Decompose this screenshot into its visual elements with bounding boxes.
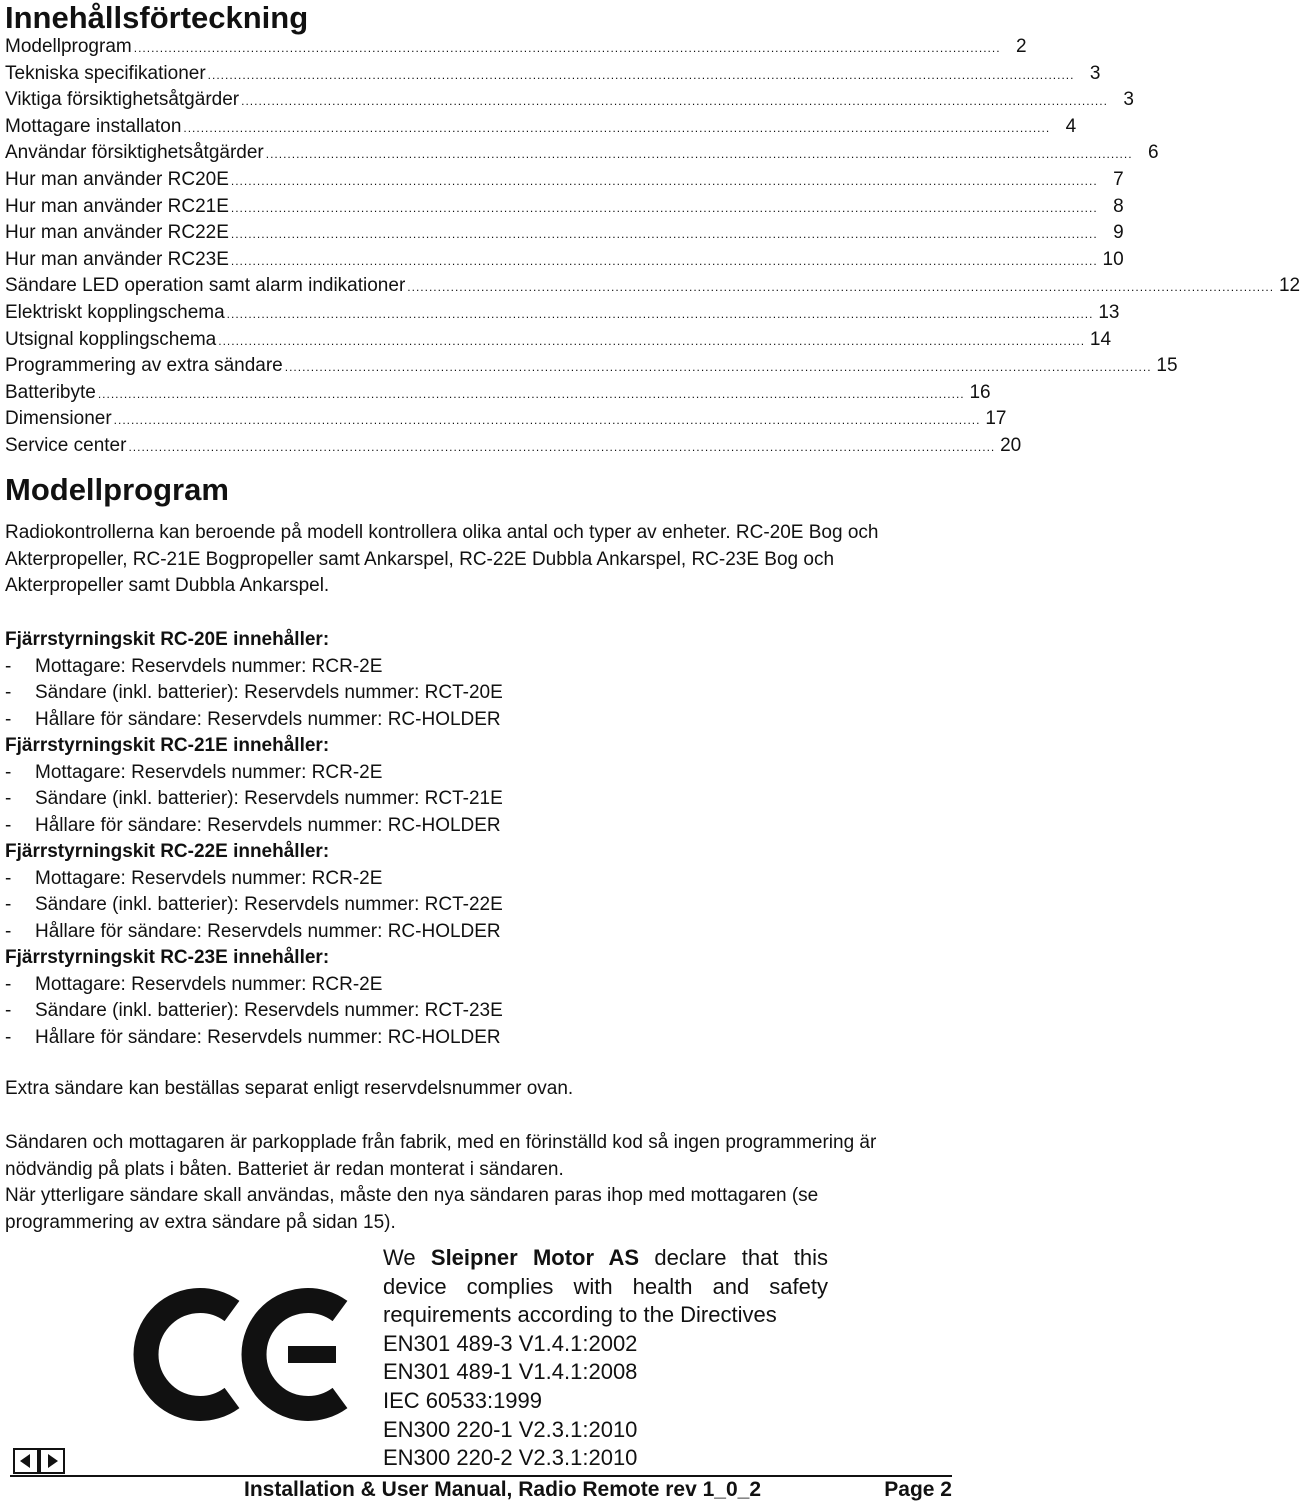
toc-entry-label: Hur man använder RC23E xyxy=(5,248,229,270)
arrow-left-icon xyxy=(18,1453,34,1469)
kit-item-text: Hållare för sändare: Reservdels nummer: RC-HOLDER xyxy=(35,814,501,836)
kit-list xyxy=(5,627,945,1051)
toc-entry-label: Utsignal kopplingschema xyxy=(5,328,217,350)
toc-leader: ........................................................................................................................................................................................................ xyxy=(230,200,1098,215)
toc-entry-page: 7 xyxy=(1113,168,1124,190)
additional-transmitter-note: När ytterligare sändare skall användas, måste den nya sändaren paras ihop med mottagaren (se programmering av extra sändare på sidan 15). xyxy=(5,1185,819,1233)
previous-page-button[interactable] xyxy=(13,1448,39,1474)
toc-entry[interactable] xyxy=(5,248,1124,276)
kit-item: - Mottagare: Reservdels nummer: RCR-2E xyxy=(5,655,383,677)
extra-transmitter-note: Extra sändare kan beställas separat enligt reservdelsnummer ovan. xyxy=(5,1078,574,1099)
toc-entry-label: Programmering av extra sändare xyxy=(5,355,283,377)
toc-entry-page: 3 xyxy=(1089,62,1101,84)
kit-heading: Fjärrstyrningskit RC-21E innehåller: xyxy=(5,735,330,756)
toc-entry-page: 9 xyxy=(1113,222,1124,244)
next-page-button[interactable] xyxy=(39,1448,65,1474)
toc-leader: ........................................................................................................................................................................................................ xyxy=(265,147,1133,162)
toc-entry[interactable] xyxy=(5,115,1077,143)
toc-entry-page: 13 xyxy=(1098,301,1120,323)
kit-item: - Mottagare: Reservdels nummer: RCR-2E xyxy=(5,867,383,889)
kit-item: - Sändare (inkl. batterier): Reservdels nummer: RCT-21E xyxy=(5,788,503,809)
toc-entry[interactable] xyxy=(5,168,1124,196)
intro-paragraph: Radiokontrollerna kan beroende på modell kontrollera olika antal och typer av enheter. RC-20E Bog och Akterpropeller, RC-21E Bogpropeller samt Ankarspel, RC-22E Dubbla Ankarspel, RC-23E Bog och Akterpropeller samt Dubbla Ankarspel. xyxy=(5,522,879,596)
toc-entry-label: Mottagare installaton xyxy=(5,115,182,137)
kit-item-text: Mottagare: Reservdels nummer: RCR-2E xyxy=(35,973,383,995)
toc-entry-page: 17 xyxy=(985,408,1007,430)
footer-title: Installation & User Manual, Radio Remote rev 1_0_2 xyxy=(244,1478,762,1501)
toc-leader: ........................................................................................................................................................................................................ xyxy=(97,386,965,401)
toc-leader: ........................................................................................................................................................................................................ xyxy=(133,41,1001,55)
declaration-line1-rest: declare that this xyxy=(654,1245,828,1270)
toc-leader: ........................................................................................................................................................................................................ xyxy=(207,67,1075,82)
toc-entry[interactable] xyxy=(5,275,1300,302)
toc-leader: ........................................................................................................................................................................................................ xyxy=(183,120,1051,135)
kit-item-text: Mottagare: Reservdels nummer: RCR-2E xyxy=(35,761,383,783)
toc-entry[interactable] xyxy=(5,301,1120,329)
toc-leader: ........................................................................................................................................................................................................ xyxy=(226,306,1094,321)
toc-entry[interactable] xyxy=(5,434,1022,462)
kit-item: - Mottagare: Reservdels nummer: RCR-2E xyxy=(5,761,383,783)
toc-leader: ........................................................................................................................................................................................................ xyxy=(407,280,1275,295)
directive-item: IEC 60533:1999 xyxy=(383,1387,543,1413)
toc-entry-page: 2 xyxy=(1015,36,1027,57)
arrow-right-icon xyxy=(44,1453,60,1469)
kit-item: - Sändare (inkl. batterier): Reservdels nummer: RCT-23E xyxy=(5,1000,503,1021)
toc-leader: ........................................................................................................................................................................................................ xyxy=(113,413,981,428)
toc-entry[interactable] xyxy=(5,381,991,409)
kit-heading: Fjärrstyrningskit RC-22E innehåller: xyxy=(5,841,330,862)
page-navigation xyxy=(13,1448,65,1474)
toc-entry-label: Service center xyxy=(5,434,127,456)
toc-entry-page: 20 xyxy=(1000,434,1022,456)
toc-entry[interactable] xyxy=(5,89,1134,116)
ce-mark-logo xyxy=(150,1287,355,1422)
kit-item-text: Sändare (inkl. batterier): Reservdels nummer: RCT-20E xyxy=(35,682,503,703)
kit-item: - Sändare (inkl. batterier): Reservdels nummer: RCT-22E xyxy=(5,894,503,915)
kit-item: - Hållare för sändare: Reservdels nummer: RC-HOLDER xyxy=(5,814,501,836)
kit-item-text: Hållare för sändare: Reservdels nummer: RC-HOLDER xyxy=(35,708,501,730)
toc-entry-label: Modellprogram xyxy=(5,36,132,57)
declaration-line: device complies with health and safety xyxy=(383,1273,828,1299)
toc-entry-label: Hur man använder RC20E xyxy=(5,168,229,190)
kit-item-text: Hållare för sändare: Reservdels nummer: RC-HOLDER xyxy=(35,1026,501,1048)
kit-block xyxy=(5,627,945,733)
toc-leader: ........................................................................................................................................................................................................ xyxy=(284,360,1152,375)
footer-divider xyxy=(10,1475,952,1477)
kit-item-text: Mottagare: Reservdels nummer: RCR-2E xyxy=(35,655,383,677)
kit-item-text: Sändare (inkl. batterier): Reservdels nummer: RCT-23E xyxy=(35,1000,503,1021)
directive-item: EN301 489-3 V1.4.1:2002 xyxy=(383,1330,638,1356)
kit-item: - Hållare för sändare: Reservdels nummer: RC-HOLDER xyxy=(5,708,501,730)
toc-entry-label: Elektriskt kopplingschema xyxy=(5,301,225,323)
toc-entry-page: 14 xyxy=(1089,328,1112,350)
toc-leader: ........................................................................................................................................................................................................ xyxy=(230,227,1098,242)
kit-item: - Hållare för sändare: Reservdels nummer: RC-HOLDER xyxy=(5,920,501,942)
kit-item-text: Sändare (inkl. batterier): Reservdels nummer: RCT-22E xyxy=(35,894,503,915)
toc-entry-page: 6 xyxy=(1147,142,1159,164)
kit-block xyxy=(5,839,945,945)
toc-entry-page: 8 xyxy=(1113,195,1124,217)
toc-entry[interactable] xyxy=(5,408,1007,435)
kit-block xyxy=(5,945,945,1051)
toc-entry-page: 15 xyxy=(1156,355,1178,377)
toc-title: Innehållsförteckning xyxy=(5,0,309,35)
toc-entry-page: 3 xyxy=(1123,89,1134,111)
toc-entry-page: 16 xyxy=(969,381,991,403)
toc-entry[interactable] xyxy=(5,195,1124,223)
declaration-line: requirements according to the Directives xyxy=(383,1302,777,1328)
kit-item: - Mottagare: Reservdels nummer: RCR-2E xyxy=(5,973,383,995)
table-of-contents xyxy=(5,36,1300,462)
kit-item-text: Mottagare: Reservdels nummer: RCR-2E xyxy=(35,867,383,889)
footer-page-number: Page 2 xyxy=(884,1478,952,1501)
toc-entry-label: Viktiga försiktighetsåtgärder xyxy=(5,89,240,111)
toc-entry-label: Tekniska specifikationer xyxy=(5,62,206,84)
directive-item: EN300 220-1 V2.3.1:2010 xyxy=(383,1416,638,1442)
kit-item: - Sändare (inkl. batterier): Reservdels nummer: RCT-20E xyxy=(5,682,503,703)
toc-entry-label: Sändare LED operation samt alarm indikationer xyxy=(5,275,406,297)
declaration-prefix: We xyxy=(383,1245,416,1270)
compliance-declaration xyxy=(383,1244,828,1473)
toc-entry[interactable] xyxy=(5,222,1124,249)
toc-leader: ........................................................................................................................................................................................................ xyxy=(218,333,1086,348)
directive-item: EN301 489-1 V1.4.1:2008 xyxy=(383,1359,638,1385)
toc-leader: ........................................................................................................................................................................................................ xyxy=(241,94,1108,109)
toc-entry-page: 12 xyxy=(1278,275,1300,297)
toc-entry-page: 4 xyxy=(1065,115,1077,137)
kit-item-text: Sändare (inkl. batterier): Reservdels nummer: RCT-21E xyxy=(35,788,503,809)
toc-entry-label: Hur man använder RC21E xyxy=(5,195,229,217)
toc-entry-label: Batteribyte xyxy=(5,381,96,403)
toc-entry-page: 10 xyxy=(1102,248,1124,270)
toc-entry-label: Dimensioner xyxy=(5,408,112,430)
toc-entry-label: Användar försiktighetsåtgärder xyxy=(5,142,264,164)
kit-heading: Fjärrstyrningskit RC-20E innehåller: xyxy=(5,629,330,650)
toc-entry[interactable] xyxy=(5,355,1178,382)
kit-item: - Hållare för sändare: Reservdels nummer: RC-HOLDER xyxy=(5,1026,501,1048)
pairing-note: Sändaren och mottagaren är parkopplade från fabrik, med en förinställd kod så ingen programmering är nödvändig på plats i båten. Batteriet är redan monterat i sändaren. xyxy=(5,1132,877,1180)
toc-entry[interactable] xyxy=(5,328,1112,356)
toc-leader: ........................................................................................................................................................................................................ xyxy=(230,253,1098,268)
company-name: Sleipner Motor AS xyxy=(430,1245,640,1270)
toc-entry[interactable] xyxy=(5,142,1159,169)
toc-leader: ........................................................................................................................................................................................................ xyxy=(230,173,1098,188)
kit-item-text: Hållare för sändare: Reservdels nummer: RC-HOLDER xyxy=(35,920,501,942)
toc-leader: ........................................................................................................................................................................................................ xyxy=(128,439,996,454)
directive-item: EN300 220-2 V2.3.1:2010 xyxy=(383,1445,638,1471)
kit-heading: Fjärrstyrningskit RC-23E innehåller: xyxy=(5,947,330,968)
toc-entry[interactable] xyxy=(5,36,1027,63)
section-title: Modellprogram xyxy=(5,472,229,507)
toc-entry-label: Hur man använder RC22E xyxy=(5,222,229,244)
declaration-line xyxy=(383,1244,828,1273)
kit-block xyxy=(5,733,945,839)
toc-entry[interactable] xyxy=(5,62,1101,90)
